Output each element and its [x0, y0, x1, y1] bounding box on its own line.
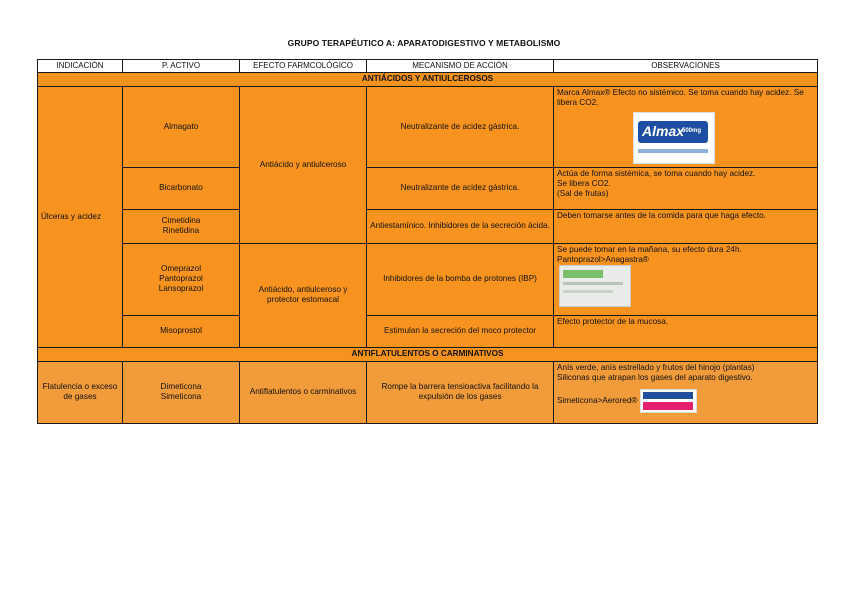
header-activo: P. ACTIVO: [123, 60, 240, 73]
observaciones-text: Marca Almax® Efecto no sistémico. Se toma cuando hay acidez. Se libera CO2.: [557, 88, 804, 108]
table-row: [38, 209, 818, 243]
activo-line: Pantoprazol: [159, 273, 203, 283]
activo-line: Dimeticona: [160, 381, 202, 391]
almax-brand-text: Almax: [642, 122, 685, 139]
section-antiflatulentos-label: ANTIFLATULENTOS O CARMINATIVOS: [38, 347, 818, 361]
header-mecanismo: MECANISMO DE ACCIÓN: [367, 60, 554, 73]
activo-cell: Almagato: [123, 87, 240, 168]
activo-line: Omeprazol: [160, 263, 202, 273]
observaciones-last-line: [557, 389, 814, 413]
observaciones-line: Se libera CO2.: [557, 178, 611, 188]
activo-line: Cimetidina: [161, 215, 201, 225]
activo-cell: [123, 209, 240, 243]
drug-table: [37, 59, 818, 424]
observaciones-cell: [554, 167, 818, 209]
header-indicacion: INDICACIÓN: [38, 60, 123, 73]
section-antiacidos-label: ANTIÁCIDOS Y ANTIULCEROSOS: [38, 73, 818, 87]
activo-cell: [123, 361, 240, 423]
table-row: [38, 87, 818, 168]
activo-line: Simeticona: [160, 392, 202, 401]
table-row: [38, 315, 818, 347]
section-row: [38, 347, 818, 361]
activo-line: Lansoprazol: [158, 284, 204, 294]
mecanismo-cell: Neutralizante de acidez gástrica.: [367, 87, 554, 168]
indicacion-cell: Flatulencia o exceso de gases: [38, 361, 123, 423]
efecto-cell: Antiácido y antiulceroso: [240, 87, 367, 244]
header-efecto: EFECTO FARMCOLÓGICO: [240, 60, 367, 73]
efecto-cell: Antiflatulentos o carminativos: [240, 361, 367, 423]
observaciones-line: Actúa de forma sistémica, se toma cuando hay acidez.: [557, 168, 756, 178]
observaciones-line: Anís verde, anís estrellado y frutos del hinojo (plantas): [557, 362, 755, 372]
mecanismo-cell: Neutralizante de acidez gástrica.: [367, 167, 554, 209]
mecanismo-cell: Antiestamínico. Inhibidores de la secreción ácida.: [367, 209, 554, 243]
observaciones-line: Pantoprazol>Anagastra®: [557, 254, 649, 264]
observaciones-line: Se puede tomar en la mañana, su efecto dura 24h.: [557, 244, 742, 254]
table-row: [38, 167, 818, 209]
indicacion-cell: Úlceras y acidez: [38, 87, 123, 348]
observaciones-cell: Deben tomarse antes de la comida para que haga efecto.: [554, 209, 818, 243]
header-observaciones: OBSERVACIONES: [554, 60, 818, 73]
almax-box-image: [633, 112, 715, 164]
observaciones-cell: [554, 361, 818, 423]
observaciones-cell: [554, 243, 818, 315]
mecanismo-cell: Rompe la barrera tensioactiva facilitando la expulsión de los gases: [367, 361, 554, 423]
observaciones-line: Simeticona>Aerored®: [557, 396, 638, 406]
anagastra-box-image: [559, 265, 631, 307]
observaciones-cell: Efecto protector de la mucosa.: [554, 315, 818, 347]
section-row: [38, 73, 818, 87]
mecanismo-cell: Inhibidores de la bomba de protones (IBP): [367, 243, 554, 315]
mecanismo-cell: Estimulan la secreción del moco protector: [367, 315, 554, 347]
activo-line: Rinetidina: [162, 226, 200, 235]
observaciones-cell: [554, 87, 818, 168]
aerored-box-image: [640, 389, 697, 413]
table-row: [38, 361, 818, 423]
table-header-row: [38, 60, 818, 73]
efecto-cell: Antiácido, antiulceroso y protector estomacal: [240, 243, 367, 347]
table-row: [38, 243, 818, 315]
activo-cell: Misoprostol: [123, 315, 240, 347]
observaciones-line: (Sal de frutas): [557, 189, 609, 198]
page-title: GRUPO TERAPÉUTICO A: APARATODIGESTIVO Y METABOLISMO: [287, 38, 561, 48]
activo-cell: Bicarbonato: [123, 167, 240, 209]
almax-dose-text: 500mg: [682, 127, 702, 134]
observaciones-line: Siliconas que atrapan los gases del aparato digestivo.: [557, 372, 753, 382]
activo-cell: [123, 243, 240, 315]
